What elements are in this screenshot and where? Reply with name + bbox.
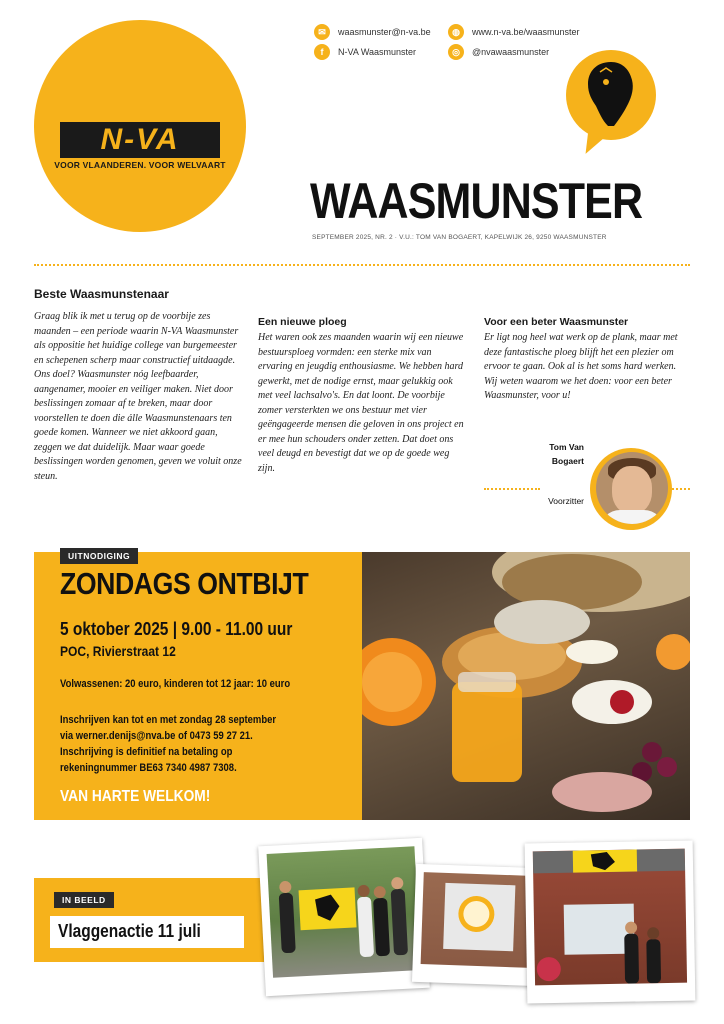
signature-divider-left [484,488,540,490]
logo-wordmark: N-VA [100,123,180,156]
event-info-line: via werner.denijs@nva.be of 0473 59 27 21. [60,730,253,742]
breakfast-photo [362,552,690,820]
facebook-icon: f [314,44,330,60]
instagram-icon: ◎ [448,44,464,60]
event-place: POC, Rivierstraat 12 [60,643,176,659]
globe-icon: ◍ [448,24,464,40]
flag-group-illustration [267,846,421,978]
window-sign-illustration [421,872,534,968]
event-welcome: VAN HARTE WELKOM! [60,788,211,805]
signature-first-name: Tom Van [549,442,584,452]
intro-heading: Beste Waasmunstenaar [34,287,169,301]
logo-wordmark-box [60,122,220,158]
contact-instagram[interactable] [448,44,549,60]
signature-role: Voorzitter [548,496,584,506]
breakfast-illustration [362,552,690,820]
contact-facebook[interactable] [314,44,416,60]
intro-column-2: Het waren ook zes maanden waarin wij een nieuwe bestuursploeg vormden: een sterke mix van ervaring en jeugdig enthousiasme. We hebben hard gewerkt, met de nodige ernst, maar gelukkig ook met veel lachsalvo's. En dat loont. De voorbije zomer versterkten we ons bestuur met vier geëngageerde mensen die geloven in ons project en er mee hun schouders onder zetten. Dat doet ons veel deugd en bevestigt dat we op de goede weg zijn. [258,332,464,474]
logo-tagline: VOOR VLAANDEREN. VOOR WELVAART [54,160,226,170]
event-price: Volwassenen: 20 euro, kinderen tot 12 jaar: 10 euro [60,678,291,690]
lion-badge [566,50,656,140]
contact-website[interactable] [448,24,580,40]
dotted-divider [34,264,690,266]
intro-column-3: Er ligt nog heel wat werk op de plank, maar met deze fantastische ploeg blijft het een plezier om ervoor te gaan. Ook al is het soms hard werken. Wij weten waarom we het doen: voor een beter Waasmunster, voor u! [484,332,678,401]
contact-email-text: waasmunster@n-va.be [338,27,431,37]
event-info-line: rekeningnummer BE63 7340 4987 7308. [60,762,237,774]
in-beeld-tag: IN BEELD [54,892,114,908]
nva-logo [34,20,246,232]
event-info-line: Inschrijving is definitief na betaling op [60,746,233,758]
contact-instagram-text: @nvawaasmunster [472,47,550,57]
intro-column-3-heading: Voor een beter Waasmunster [484,316,629,328]
photo-house-flag [525,841,696,1004]
lion-icon [566,50,656,140]
photo-window-sign [412,864,542,986]
avatar-face [612,466,652,514]
event-title: ZONDAGS ONTBIJT [60,566,309,601]
avatar [596,452,668,524]
event-tag: UITNODIGING [60,548,138,564]
in-beeld-title: Vlaggenactie 11 juli [58,921,201,941]
contact-email[interactable] [314,24,431,40]
contact-website-text: www.n-va.be/waasmunster [472,27,580,37]
event-info-line: Inschrijven kan tot en met zondag 28 september [60,714,277,726]
event-date: 5 oktober 2025 | 9.00 - 11.00 uur [60,619,293,639]
mail-icon: ✉ [314,24,330,40]
intro-column-2-heading: Een nieuwe ploeg [258,316,347,328]
avatar-shirt [600,510,664,524]
event-info [60,712,276,776]
page-title: WAASMUNSTER [310,173,643,229]
issue-meta: SEPTEMBER 2025, NR. 2 · V.U.: TOM VAN BOGAERT, KAPELWIJK 26, 9250 WAASMUNSTER [312,234,607,241]
house-flag-illustration [533,849,687,986]
intro-column-1: Graag blik ik met u terug op de voorbije zes maanden – een periode waarin N-VA Waasmunster als oppositie het huidige college van burgemeester en schepenen scherp maar constructief uitdaagde. Ons doel? Waasmunster nóg leefbaarder, aangenamer, mooier en veiliger maken. Niet door beslissingen zomaar af te breken, maar door voorstellen te doen die álle Waasmunstenaars ten goede komen. Wanneer we niet akkoord gaan, zeggen we dat duidelijk. Maar waar goede beslissingen worden genomen, geven we voluit onze steun. [34,311,242,482]
contact-facebook-text: N-VA Waasmunster [338,47,417,57]
signature-name [528,440,584,468]
photo-flag-group [258,838,430,996]
signature-last-name: Bogaert [551,456,584,466]
